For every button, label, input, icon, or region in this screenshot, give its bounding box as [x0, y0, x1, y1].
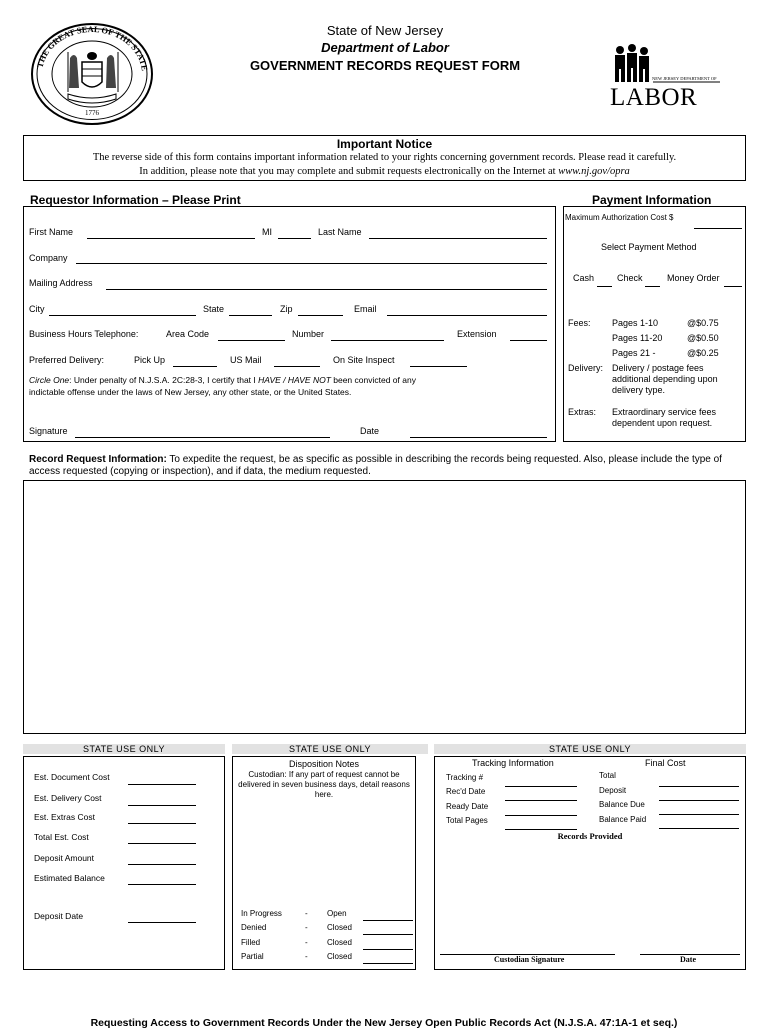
max-auth-label: Maximum Authorization Cost $	[565, 213, 674, 222]
fee-rate-2: @$0.50	[687, 333, 719, 343]
important-notice	[23, 135, 746, 181]
record-request-text: To expedite the request, be as specific as possible in describing the records being requested. Also, please include the type of access requested (copying or inspection), and if data, the medium requested.	[29, 454, 722, 477]
mailing-address-input[interactable]	[106, 277, 547, 290]
deposit-date-input[interactable]	[128, 910, 196, 923]
tracking-label-recd: Rec'd Date	[446, 787, 486, 796]
select-payment-label: Select Payment Method	[601, 242, 697, 252]
last-name-input[interactable]	[369, 226, 547, 239]
status-result-open: Open	[327, 909, 347, 918]
tracking-label-ready: Ready Date	[446, 802, 489, 811]
cert-text-b: been convicted of any	[330, 375, 416, 385]
cash-label: Cash	[573, 273, 595, 283]
date-input[interactable]	[410, 425, 547, 438]
pick-up-label: Pick Up	[134, 355, 166, 365]
fee-pages-3: Pages 21 -	[612, 348, 656, 358]
header-department: Department of Labor	[321, 40, 449, 55]
requestor-heading: Requestor Information – Please Print	[30, 193, 241, 207]
state-label: State	[203, 304, 225, 314]
area-code-input[interactable]	[218, 328, 285, 341]
status-dash-1: -	[305, 909, 308, 918]
seal-icon	[30, 22, 154, 126]
record-request-label: Record Request Information:	[29, 454, 167, 465]
disposition-text: Custodian: If any part of request cannot be delivered in seven business days, detail reasons here.	[238, 770, 410, 799]
money-order-label: Money Order	[667, 273, 720, 283]
extension-label: Extension	[457, 329, 497, 339]
final-label-balance-due: Balance Due	[599, 800, 645, 809]
recd-date-input[interactable]	[505, 788, 577, 801]
notice-title: Important Notice	[336, 137, 433, 151]
delivery-text: Delivery / postage fees additional depending upon delivery type.	[612, 363, 718, 395]
city-input[interactable]	[49, 303, 196, 316]
record-request-instructions	[29, 454, 749, 478]
final-deposit-input[interactable]	[659, 788, 739, 801]
est-document-cost-input[interactable]	[128, 772, 196, 785]
seal-year: 1776	[85, 109, 99, 117]
area-code-label: Area Code	[166, 329, 210, 339]
circle-one-label: Circle One	[29, 375, 70, 385]
zip-label: Zip	[280, 304, 293, 314]
money-order-input[interactable]	[724, 274, 742, 287]
page-title: GOVERNMENT RECORDS REQUEST FORM	[249, 58, 521, 73]
us-mail-input[interactable]	[274, 354, 320, 367]
balance-due-input[interactable]	[659, 802, 739, 815]
state-input[interactable]	[229, 303, 272, 316]
state-use-bar-1: STATE USE ONLY	[23, 744, 225, 754]
fees-label: Fees:	[568, 318, 591, 328]
email-label: Email	[354, 304, 377, 314]
final-label-total: Total	[599, 771, 616, 780]
filled-input[interactable]	[363, 937, 413, 950]
custodian-signature-label: Custodian Signature	[494, 955, 565, 964]
status-label-partial: Partial	[241, 952, 264, 961]
total-est-cost-input[interactable]	[128, 831, 196, 844]
state-seal	[30, 22, 154, 126]
company-label: Company	[29, 253, 68, 263]
certification-text-line-2: indictable offense under the laws of New Jersey, any other state, or the United States.	[29, 387, 352, 397]
cost-label-deposit: Deposit Amount	[34, 853, 95, 863]
mi-input[interactable]	[278, 226, 311, 239]
fee-rate-1: @$0.75	[687, 318, 719, 328]
fee-pages-2: Pages 11-20	[612, 333, 663, 343]
mi-label: MI	[262, 227, 272, 237]
tracking-number-input[interactable]	[505, 774, 577, 787]
us-mail-label: US Mail	[230, 355, 262, 365]
total-pages-input[interactable]	[505, 817, 577, 830]
denied-input[interactable]	[363, 922, 413, 935]
status-dash-3: -	[305, 938, 308, 947]
fee-pages-1: Pages 1-10	[612, 318, 659, 328]
balance-paid-input[interactable]	[659, 816, 739, 829]
est-extras-cost-input[interactable]	[128, 811, 196, 824]
phone-number-input[interactable]	[331, 328, 444, 341]
disposition-title: Disposition Notes	[288, 759, 360, 769]
seal-text: THE GREAT SEAL OF THE STATE	[34, 23, 150, 72]
final-cost-title: Final Cost	[645, 758, 686, 768]
preferred-delivery-label: Preferred Delivery:	[29, 355, 105, 365]
notice-line-1: The reverse side of this form contains important information related to your rights concerning government records. Please read it carefully.	[92, 152, 677, 163]
business-phone-label: Business Hours Telephone:	[29, 329, 139, 339]
notice-line-2-text: In addition, please note that you may complete and submit requests electronically on the Internet at	[139, 166, 559, 177]
date-label: Date	[360, 426, 380, 436]
city-label: City	[29, 304, 45, 314]
record-request-textarea[interactable]	[23, 480, 746, 734]
on-site-label: On Site Inspect	[333, 355, 395, 365]
svg-text:THE GREAT SEAL OF THE STATE OF	[30, 22, 150, 73]
labor-logo	[608, 44, 728, 114]
logo-big-text: LABOR	[610, 84, 698, 111]
number-label: Number	[292, 329, 325, 339]
max-auth-input[interactable]	[694, 216, 742, 229]
status-label-progress: In Progress	[241, 909, 282, 918]
mailing-address-label: Mailing Address	[29, 278, 93, 288]
status-dash-4: -	[305, 952, 308, 961]
fee-rate-3: @$0.25	[687, 348, 719, 358]
email-input[interactable]	[387, 303, 547, 316]
estimated-balance-input[interactable]	[128, 872, 196, 885]
company-input[interactable]	[76, 251, 547, 264]
cost-label-total: Total Est. Cost	[34, 832, 89, 842]
cost-label-deposit-date: Deposit Date	[34, 911, 84, 921]
status-label-filled: Filled	[241, 938, 261, 947]
extension-input[interactable]	[510, 328, 547, 341]
status-dash-2: -	[305, 923, 308, 932]
pick-up-input[interactable]	[173, 354, 217, 367]
state-use-bar-2: STATE USE ONLY	[232, 744, 428, 754]
last-name-label: Last Name	[318, 227, 362, 237]
extras-text: Extraordinary service fees dependent upon request.	[612, 407, 717, 428]
status-result-filled: Closed	[327, 938, 352, 947]
custodian-signature-input[interactable]	[440, 942, 615, 955]
have-have-not-choice[interactable]: HAVE / HAVE NOT	[258, 375, 331, 385]
certification-text	[29, 375, 416, 385]
first-name-input[interactable]	[87, 226, 255, 239]
est-delivery-cost-input[interactable]	[128, 793, 196, 806]
first-name-label: First Name	[29, 227, 74, 237]
status-result-partial: Closed	[327, 952, 352, 961]
check-input[interactable]	[645, 274, 660, 287]
check-label: Check	[617, 273, 643, 283]
on-site-input[interactable]	[410, 354, 467, 367]
partial-input[interactable]	[363, 951, 413, 964]
final-label-balance-paid: Balance Paid	[599, 815, 647, 824]
status-result-denied: Closed	[327, 923, 352, 932]
custodian-date-input[interactable]	[640, 942, 740, 955]
records-provided-label: Records Provided	[557, 831, 623, 841]
signature-label: Signature	[29, 426, 68, 436]
header-state: State of New Jersey	[326, 23, 444, 38]
cost-label-doc: Est. Document Cost	[34, 772, 110, 782]
cash-input[interactable]	[597, 274, 612, 287]
final-total-input[interactable]	[659, 774, 739, 787]
cost-label-delivery: Est. Delivery Cost	[34, 793, 102, 803]
delivery-label: Delivery:	[568, 363, 604, 373]
tracking-title: Tracking Information	[472, 758, 554, 768]
final-label-deposit: Deposit	[599, 786, 627, 795]
opra-link[interactable]: www.nj.gov/opra	[558, 166, 630, 177]
tracking-label-pages: Total Pages	[446, 816, 488, 825]
extras-label: Extras:	[568, 407, 597, 417]
custodian-date-label: Date	[680, 955, 696, 964]
status-label-denied: Denied	[241, 923, 267, 932]
ready-date-input[interactable]	[505, 803, 577, 816]
cert-text-a: : Under penalty of N.J.S.A. 2C:28-3, I certify that I	[69, 375, 259, 385]
footer-title: Requesting Access to Government Records Under the New Jersey Open Public Records Act (N.J.S.A. 47:1A-1 et seq.)	[90, 1017, 678, 1029]
signature-input[interactable]	[75, 425, 330, 438]
cost-label-extras: Est. Extras Cost	[34, 812, 95, 822]
cost-label-balance: Estimated Balance	[34, 873, 105, 883]
notice-line-2	[24, 166, 745, 177]
zip-input[interactable]	[298, 303, 343, 316]
requestor-box	[23, 206, 556, 442]
logo-small-text: NEW JERSEY DEPARTMENT OF	[652, 76, 717, 81]
payment-heading: Payment Information	[592, 193, 712, 207]
tracking-label-number: Tracking #	[446, 773, 484, 782]
in-progress-input[interactable]	[363, 908, 413, 921]
state-use-bar-3: STATE USE ONLY	[434, 744, 746, 754]
deposit-amount-input[interactable]	[128, 852, 196, 865]
